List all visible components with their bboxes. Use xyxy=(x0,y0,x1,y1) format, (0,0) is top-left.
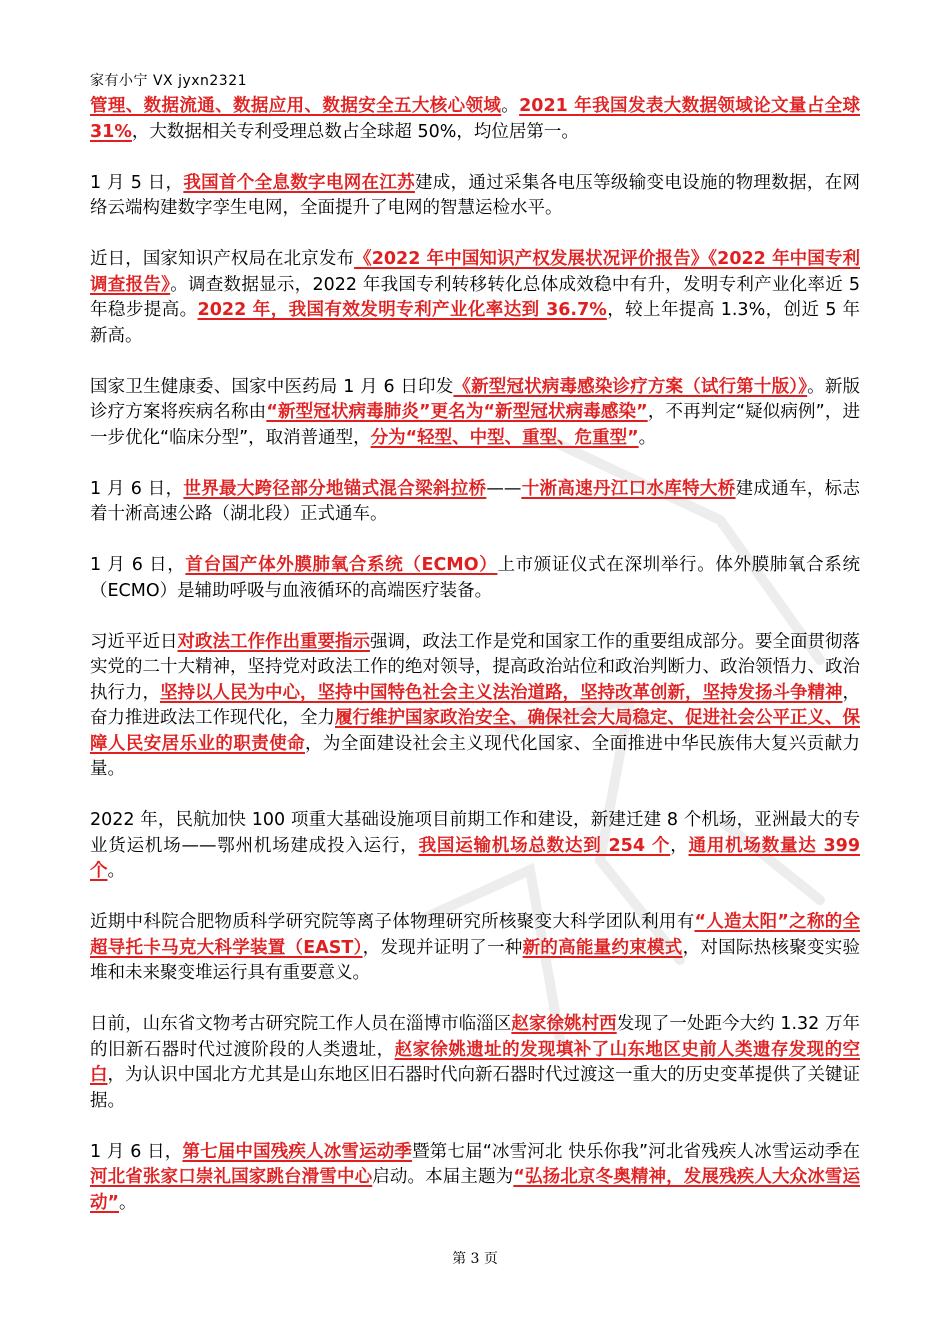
highlighted-phrase: 坚持以人民为中心，坚持中国特色社会主义法治道路，坚持改革创新，坚持发扬斗争精神 xyxy=(160,682,843,703)
body-text: 强调，政法工作是党和国家工作的重要组成部分。要全面贯彻落实党的二十大精神，坚持党对政法工作的绝对领导，提高政治站位和政治判断力、政治领悟力、政治执行力， xyxy=(90,631,860,703)
body-text: ， xyxy=(670,835,689,856)
body-text: ，较上年提高 1.3%，创近 5 年新高。 xyxy=(90,300,860,346)
body-text: ，为全面建设社会主义现代化国家、全面推进中华民族伟大复兴贡献力量。 xyxy=(90,733,860,779)
highlighted-phrase: 十淅高速丹江口水库特大桥 xyxy=(521,478,736,499)
highlighted-phrase: 我国首个全息数字电网在江苏 xyxy=(183,172,415,193)
highlighted-phrase: 我国运输机场总数达到 254 个 xyxy=(418,835,671,856)
highlighted-phrase: 通用机场数量达 399 个 xyxy=(90,835,861,881)
news-paragraph xyxy=(90,1140,860,1217)
news-paragraph xyxy=(90,94,860,145)
news-paragraph xyxy=(90,1012,860,1114)
body-text: 国家卫生健康委、国家中医药局 1 月 6 日印发 xyxy=(90,376,454,397)
body-text: —— xyxy=(486,478,522,499)
highlighted-phrase: 2022 年，我国有效发明专利产业化率达到 36.7% xyxy=(197,300,607,320)
highlighted-phrase: 2021 年我国发表大数据领域论文量占全球 31% xyxy=(90,96,860,142)
body-text: ，大数据相关专利受理总数占全球超 50%，均位居第一。 xyxy=(131,121,579,142)
body-text: 暨第七届“冰雪河北 快乐你我”河北省残疾人冰雪运动季在 xyxy=(412,1141,860,1162)
highlighted-phrase: “新型冠状病毒肺炎”更名为“新型冠状病毒感染” xyxy=(266,402,648,422)
body-text: 。 xyxy=(638,427,657,448)
body-text: 启动。本届主题为 xyxy=(372,1167,514,1187)
highlighted-phrase: “弘扬北京冬奥精神，发展残疾人大众冰雪运动” xyxy=(90,1167,861,1213)
page-header: 家有小宁 VX jyxn2321 xyxy=(90,73,248,89)
body-text: 。 xyxy=(501,96,520,116)
body-text: 。新版诊疗方案将疾病名称由 xyxy=(90,376,860,422)
news-paragraph xyxy=(90,553,860,604)
body-text: 建成通车，标志着十淅高速公路（湖北段）正式通车。 xyxy=(90,478,860,524)
highlighted-phrase: “人造太阳”之称的全超导托卡马克大科学装置（EAST） xyxy=(90,912,860,958)
body-text: ，奋力推进政法工作现代化，全力 xyxy=(90,682,860,728)
highlighted-phrase: 世界最大跨径部分地锚式混合梁斜拉桥 xyxy=(183,478,487,499)
news-paragraph xyxy=(90,375,860,452)
body-text: 近期中科院合肥物质科学研究院等离子体物理研究所核聚变大科学团队利用有 xyxy=(90,912,695,932)
article-body xyxy=(90,94,860,1242)
highlighted-phrase: 第七届中国残疾人冰雪运动季 xyxy=(182,1141,413,1162)
highlighted-phrase: 河北省张家口崇礼国家跳台滑雪中心 xyxy=(90,1167,373,1187)
body-text: ，不再判定“疑似病例”，进一步优化“临床分型”，取消普通型， xyxy=(90,402,861,448)
body-text: 1 月 6 日， xyxy=(90,1141,183,1162)
highlighted-phrase: 对政法工作作出重要指示 xyxy=(177,631,370,652)
news-paragraph xyxy=(90,247,860,349)
body-text: 建成，通过采集各电压等级输变电设施的物理数据，在网络云端构建数字孪生电网，全面提升了电网的智慧运检水平。 xyxy=(90,172,861,218)
news-paragraph xyxy=(90,171,860,222)
highlighted-phrase: 赵家徐姚村西 xyxy=(511,1014,617,1034)
body-text: 近日，国家知识产权局在北京发布 xyxy=(90,249,355,269)
body-text: 。 xyxy=(119,1192,137,1213)
body-text: 1 月 5 日， xyxy=(90,172,184,193)
body-text: ，发现并证明了一种 xyxy=(362,937,523,958)
body-text: ，为认识中国北方尤其是山东地区旧石器时代向新石器时代过渡这一重大的历史变革提供了关键证据。 xyxy=(90,1065,860,1111)
news-paragraph xyxy=(90,910,860,987)
highlighted-phrase: 分为“轻型、中型、重型、危重型” xyxy=(370,427,639,448)
body-text: 发现了一处距今大约 1.32 万年的旧新石器时代过渡阶段的人类遗址， xyxy=(90,1014,860,1060)
body-text: 。调查数据显示，2022 年我国专利转移转化总体成效稳中有升，发明专利产业化率近 5 年稳步提高。 xyxy=(90,274,861,320)
body-text: 。 xyxy=(107,861,125,881)
news-paragraph xyxy=(90,808,860,885)
highlighted-phrase: 《2022 年中国知识产权发展状况评价报告》《2022 年中国专利调查报告》 xyxy=(90,249,860,295)
body-text: 日前，山东省文物考古研究院工作人员在淄博市临淄区 xyxy=(90,1014,512,1034)
highlighted-phrase: 履行维护国家政治安全、确保社会大局稳定、促进社会公平正义、保障人民安居乐业的职责使命 xyxy=(90,708,860,754)
page-number: 第 3 页 xyxy=(452,1251,498,1267)
body-text: 1 月 6 日， xyxy=(90,478,184,499)
news-paragraph xyxy=(90,630,860,783)
news-paragraph xyxy=(90,477,860,528)
highlighted-phrase: 管理、数据流通、数据应用、数据安全五大核心领域 xyxy=(90,96,502,116)
body-text: 1 月 6 日， xyxy=(90,555,186,575)
body-text: 2022 年，民航加快 100 项重大基础设施项目前期工作和建设，新建迁建 8 个机场，亚洲最大的专业货运机场——鄂州机场建成投入运行， xyxy=(90,810,860,856)
highlighted-phrase: 新的高能量约束模式 xyxy=(522,937,683,958)
body-text: ，对国际热核聚变实验堆和未来聚变堆运行具有重要意义。 xyxy=(90,937,861,983)
body-text: 上市颁证仪式在深圳举行。体外膜肺氧合系统（ECMO）是辅助呼吸与血液循环的高端医疗装备。 xyxy=(90,555,860,601)
body-text: 习近平近日 xyxy=(90,631,178,652)
highlighted-phrase: 《新型冠状病毒感染诊疗方案（试行第十版）》 xyxy=(453,376,808,397)
highlighted-phrase: 首台国产体外膜肺氧合系统（ECMO） xyxy=(185,555,498,575)
highlighted-phrase: 赵家徐姚遗址的发现填补了山东地区史前人类遗存发现的空白 xyxy=(90,1039,861,1085)
